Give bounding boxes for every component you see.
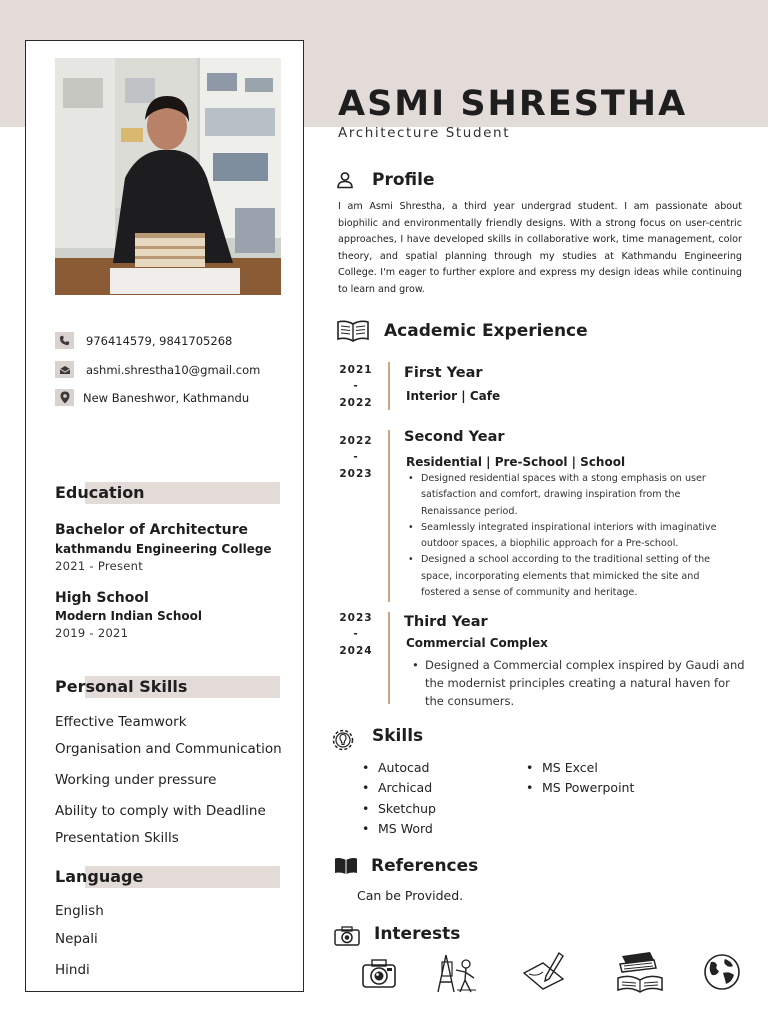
profile-text: I am Asmi Shrestha, a third year undergrad student. I am passionate about biophilic and environmentally friendly designs. With a strong focus on user-centric approaches, I have developed skills in collaborative work, time management, color theory, and spatial planning through my studies at Kathmandu Engineering College. I'm eager to further explore and express my design ideas while continuing to learn and grow. xyxy=(338,201,742,295)
education-years: 2019 - 2021 xyxy=(55,626,129,640)
timeline-bar xyxy=(388,612,390,704)
language-item: Hindi xyxy=(55,962,90,978)
skills-heading: Skills xyxy=(372,726,424,746)
phone-number: 976414579, 9841705268 xyxy=(86,333,233,348)
skill-item: • MS Powerpoint xyxy=(526,778,634,798)
education-school: Modern Indian School xyxy=(55,609,202,623)
camera-icon xyxy=(361,956,397,994)
interests-heading: Interests xyxy=(374,924,461,944)
education-degree: Bachelor of Architecture xyxy=(55,522,249,538)
location-pin-icon xyxy=(55,389,74,406)
contact-address xyxy=(55,389,249,406)
academic-entry-title: First Year xyxy=(404,365,483,381)
person-icon xyxy=(336,171,354,193)
education-degree: High School xyxy=(55,590,149,606)
lightbulb-gear-icon xyxy=(329,726,357,758)
skill-item: • Autocad xyxy=(362,758,436,778)
academic-entry-subtitle: Interior | Cafe xyxy=(406,389,501,403)
personal-skill-item: Effective Teamwork xyxy=(55,714,187,730)
open-book-icon xyxy=(337,320,369,346)
profile-heading: Profile xyxy=(372,170,435,190)
globe-icon xyxy=(703,953,741,995)
education-heading: Education xyxy=(55,482,280,504)
skill-item: • Archicad xyxy=(362,778,436,798)
envelope-icon xyxy=(55,361,74,378)
language-item: English xyxy=(55,903,104,919)
personal-skill-item: Organisation and Communication xyxy=(55,741,282,757)
book-icon xyxy=(334,857,358,879)
education-years: 2021 - Present xyxy=(55,559,144,573)
academic-entry-bullets xyxy=(410,656,746,711)
timeline-bar xyxy=(388,362,390,410)
skill-item: • MS Excel xyxy=(526,758,634,778)
academic-entry-bullets xyxy=(406,471,742,601)
drawing-paper-pen-icon xyxy=(521,951,567,995)
year-end: 2023 xyxy=(339,468,373,480)
timeline-bar xyxy=(388,430,390,602)
education-school: kathmandu Engineering College xyxy=(55,542,272,556)
language-heading: Language xyxy=(55,866,280,888)
bullet-item: • Designed a school according to the traditional setting of the space, incorporating elements that mimicked the site and fostered a sense of community and heritage. xyxy=(406,552,742,601)
year-dash: - xyxy=(353,628,359,640)
personal-skill-item: Ability to comply with Deadline xyxy=(55,803,266,819)
year-dash: - xyxy=(353,380,359,392)
personal-skill-item: Presentation Skills xyxy=(55,830,179,846)
person-title: Architecture Student xyxy=(338,125,511,141)
skills-list-primary xyxy=(362,758,436,839)
stack-of-books-icon xyxy=(616,950,664,998)
references-heading: References xyxy=(371,856,479,876)
contact-email[interactable] xyxy=(55,361,260,378)
skill-item: • MS Word xyxy=(362,819,436,839)
phone-icon xyxy=(55,332,74,349)
sketching-artist-icon xyxy=(436,952,478,998)
year-end: 2022 xyxy=(339,397,373,409)
camera-icon xyxy=(334,926,360,950)
academic-heading: Academic Experience xyxy=(384,321,588,341)
personal-skills-heading: Personal Skills xyxy=(55,676,280,698)
academic-entry-subtitle: Residential | Pre-School | School xyxy=(406,455,626,469)
bullet-item: • Designed a Commercial complex inspired by Gaudi and the modernist principles creating a natural haven for the consumers. xyxy=(410,656,746,711)
person-name: ASMI SHRESTHA xyxy=(338,84,688,124)
bullet-item: • Seamlessly integrated inspirational interiors with imaginative outdoor spaces, a biophilic approach for a Pre-school. xyxy=(406,520,742,553)
personal-skill-item: Working under pressure xyxy=(55,772,217,788)
year-dash: - xyxy=(353,451,359,463)
year-start: 2021 xyxy=(339,364,373,376)
academic-entry-title: Second Year xyxy=(404,429,505,445)
profile-photo xyxy=(55,58,281,295)
contact-phone[interactable] xyxy=(55,332,232,349)
year-start: 2023 xyxy=(339,612,373,624)
academic-entry-title: Third Year xyxy=(404,614,488,630)
email-address: ashmi.shrestha10@gmail.com xyxy=(86,362,261,377)
skills-list-secondary xyxy=(526,758,634,799)
address-text: New Baneshwor, Kathmandu xyxy=(83,390,250,405)
skill-item: • Sketchup xyxy=(362,799,436,819)
language-item: Nepali xyxy=(55,931,98,947)
year-start: 2022 xyxy=(339,435,373,447)
academic-entry-subtitle: Commercial Complex xyxy=(406,636,548,650)
year-end: 2024 xyxy=(339,645,373,657)
references-text: Can be Provided. xyxy=(357,888,464,903)
bullet-item: • Designed residential spaces with a stong emphasis on user satisfaction and comfort, drawing inspiration from the Renaissance period. xyxy=(406,471,742,520)
